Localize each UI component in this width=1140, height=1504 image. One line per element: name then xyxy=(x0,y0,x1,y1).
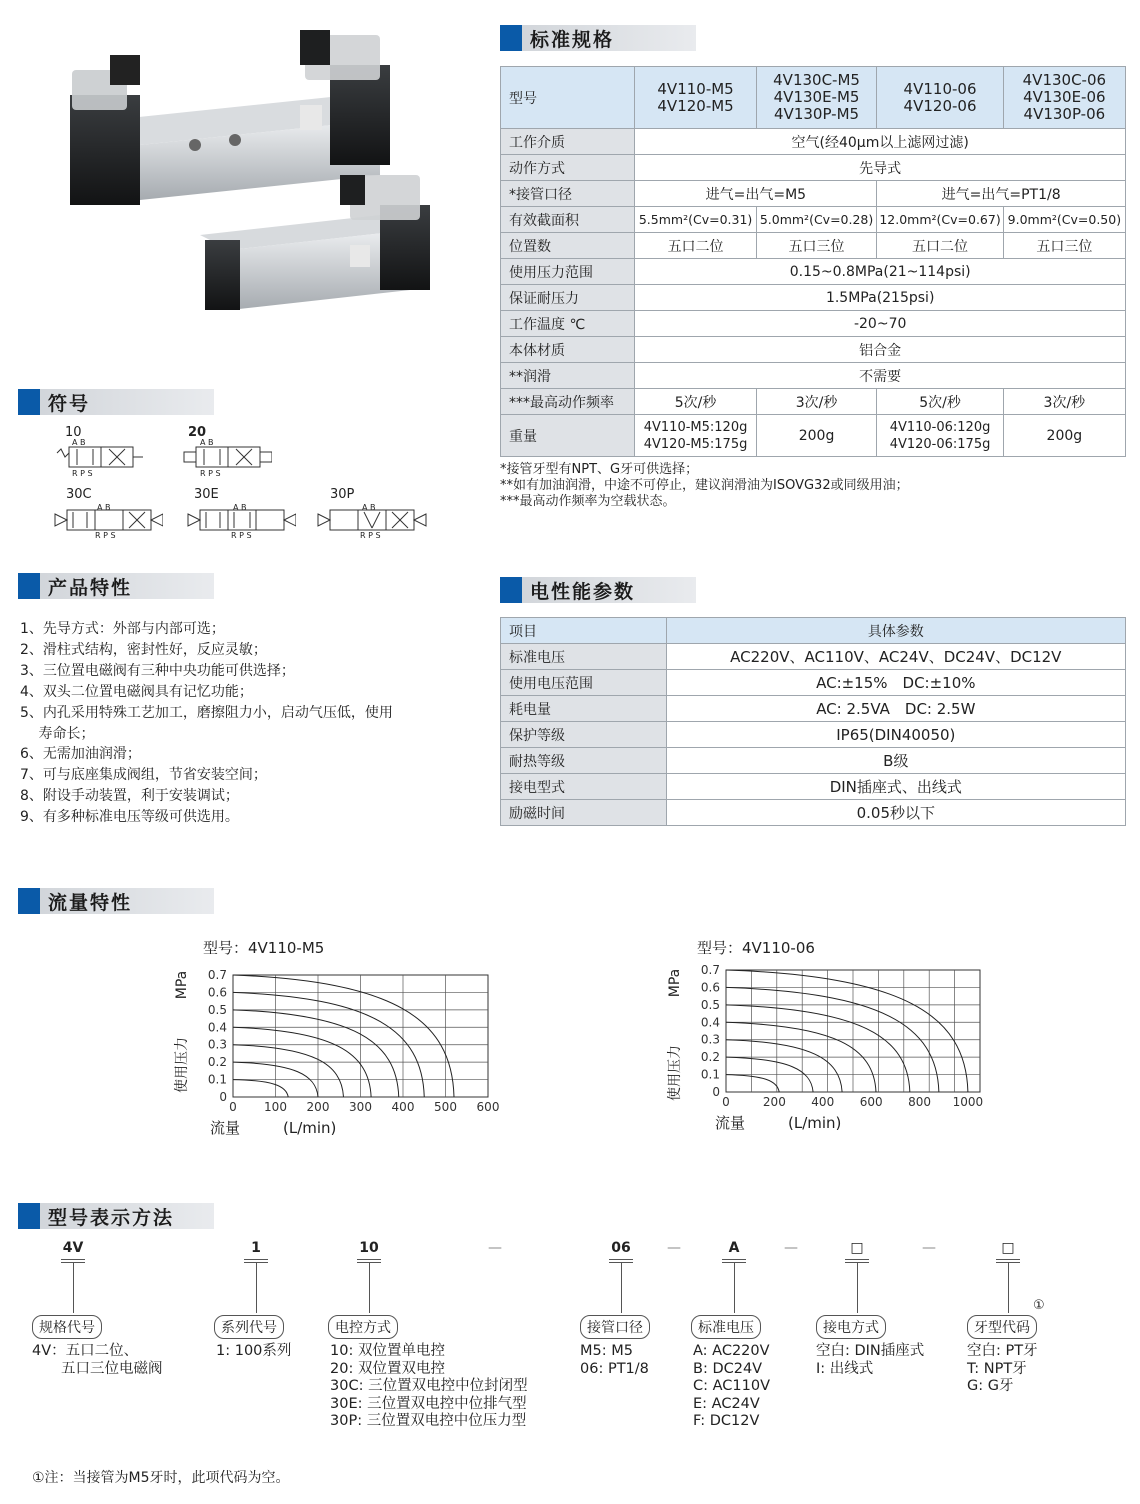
electric-row xyxy=(501,670,1126,696)
x-unit-label: (L/min) xyxy=(283,1119,337,1137)
x-tick-label: 100 xyxy=(264,1100,287,1114)
row-value: 铝合金 xyxy=(635,337,1126,363)
flow-curve xyxy=(726,970,968,1092)
y-tick-label: 0.3 xyxy=(700,1032,720,1047)
row-value: 五口二位 xyxy=(635,233,756,259)
row-label: 位置数 xyxy=(501,233,635,259)
y-unit-label: MPa xyxy=(667,968,683,998)
row-label: ***最高动作频率 xyxy=(501,389,635,415)
x-tick-label: 200 xyxy=(762,1095,786,1109)
flow-chart-4v110-06 xyxy=(658,955,998,1140)
y-axis-label: 使用压力 xyxy=(667,1045,683,1101)
desc-line: 空白: PT牙 xyxy=(967,1343,1038,1359)
model-code: 10 xyxy=(359,1240,379,1256)
row-value: 5次/秒 xyxy=(877,389,1003,415)
feature-item: 6、无需加油润滑； xyxy=(20,746,141,763)
row-value: 3次/秒 xyxy=(756,389,877,415)
model-name: 4V130E-M5 xyxy=(773,88,860,106)
row-value: 0.05秒以下 xyxy=(666,800,1125,826)
x-tick-label: 0 xyxy=(722,1095,730,1109)
row-label: 保护等级 xyxy=(501,722,667,748)
electric-row xyxy=(501,774,1126,800)
y-tick-label: 0.4 xyxy=(700,1015,720,1030)
row-value: 200g xyxy=(756,415,877,457)
model-code-desc xyxy=(816,1343,924,1378)
flow-section-title: 流量特性 xyxy=(48,891,133,914)
model-name: 4V130P-06 xyxy=(1023,105,1106,123)
row-value: 五口二位 xyxy=(877,233,1003,259)
feature-item: 寿命长； xyxy=(20,725,95,742)
desc-line: 4V：五口二位、 xyxy=(32,1343,139,1359)
y-tick-label: 0.2 xyxy=(700,1050,720,1065)
y-tick-label: 0.6 xyxy=(700,980,720,995)
desc-line: M5: M5 xyxy=(580,1343,633,1359)
x-axis-label: 流量 xyxy=(210,1119,241,1137)
flow-chart-4v110-m5 xyxy=(165,960,515,1145)
row-value: AC:±15% DC:±10% xyxy=(666,670,1125,696)
code-dash: — xyxy=(784,1240,798,1256)
row-label: 使用压力范围 xyxy=(501,259,635,285)
desc-line: F: DC12V xyxy=(693,1413,760,1430)
features-section-title: 产品特性 xyxy=(48,576,133,599)
feature-item: 9、有多种标准电压等级可供选用。 xyxy=(20,809,239,826)
model-code-box: 规格代号 xyxy=(32,1315,102,1339)
spec-section-header xyxy=(500,25,696,51)
desc-line: 五口三位电磁阀 xyxy=(32,1360,163,1377)
flow-curve xyxy=(233,1045,344,1097)
desc-line: 30E: 三位置双电控中位排气型 xyxy=(330,1395,527,1412)
spec-notes xyxy=(500,462,909,510)
spec-row-port xyxy=(501,181,1126,207)
model-code-desc xyxy=(967,1343,1038,1396)
row-label: 有效截面积 xyxy=(501,207,635,233)
y-unit-label: MPa xyxy=(174,970,190,1000)
y-tick-label: 0.3 xyxy=(207,1037,227,1052)
model-name: 4V120-M5 xyxy=(657,96,734,115)
code-dash: — xyxy=(667,1240,681,1256)
spec-header-label: 型号 xyxy=(501,67,635,129)
row-value: 进气=出气=M5 xyxy=(635,181,877,207)
desc-line: 30P: 三位置双电控中位压力型 xyxy=(330,1413,527,1430)
row-value: IP65(DIN40050) xyxy=(666,722,1125,748)
model-name: 4V130C-06 xyxy=(1022,71,1107,89)
row-label: 动作方式 xyxy=(501,155,635,181)
row-value: 先导式 xyxy=(635,155,1126,181)
spec-row-medium xyxy=(501,129,1126,155)
row-value: 五口三位 xyxy=(1003,233,1125,259)
row-value: 5次/秒 xyxy=(635,389,756,415)
feature-item: 4、双头二位置电磁阀具有记忆功能； xyxy=(20,683,253,700)
x-tick-label: 400 xyxy=(811,1095,835,1109)
spec-table xyxy=(500,66,1126,457)
model-code-box: 接电方式 xyxy=(816,1315,886,1339)
electric-header-item: 项目 xyxy=(501,618,667,644)
symbol-ports-ab: A B xyxy=(362,503,376,512)
row-value: AC: 2.5VA DC: 2.5W xyxy=(666,696,1125,722)
row-value: B级 xyxy=(666,748,1125,774)
spec-row-material xyxy=(501,337,1126,363)
model-code-desc xyxy=(330,1343,528,1431)
model-code-desc xyxy=(216,1343,291,1361)
note-line: **如有加油润滑，中途不可停止，建议润滑油为ISOVG32或同级用油； xyxy=(500,478,909,493)
model-code: 06 xyxy=(611,1240,631,1256)
y-tick-label: 0 xyxy=(219,1090,227,1104)
electric-row xyxy=(501,800,1126,826)
electric-table xyxy=(500,617,1126,826)
symbol-label-20: 20 xyxy=(188,425,207,440)
spec-header-row xyxy=(501,67,1126,129)
symbol-label-30p: 30P xyxy=(330,487,355,502)
electric-header-row xyxy=(501,618,1126,644)
row-label: **润滑 xyxy=(501,363,635,389)
row-value: AC220V、AC110V、AC24V、DC24V、DC12V xyxy=(666,644,1125,670)
desc-line: C: AC110V xyxy=(693,1378,771,1395)
spec-row-temp xyxy=(501,311,1126,337)
spec-row-weight xyxy=(501,415,1126,457)
y-axis-label: 使用压力 xyxy=(174,1037,190,1093)
note-line: *接管牙型有NPT、G牙可供选择； xyxy=(500,462,699,477)
flow-curve xyxy=(233,1080,288,1097)
feature-item: 7、可与底座集成阀组，节省安装空间； xyxy=(20,767,267,784)
code-connector xyxy=(1008,1263,1009,1313)
electric-row xyxy=(501,696,1126,722)
symbol-30e-diagram xyxy=(186,508,296,533)
x-tick-label: 600 xyxy=(859,1095,883,1109)
row-value: 5.5mm²(Cv=0.31) xyxy=(635,207,756,233)
desc-line: I: 出线式 xyxy=(816,1360,874,1377)
flow-curve xyxy=(726,1075,779,1092)
y-tick-label: 0.5 xyxy=(700,997,720,1012)
x-tick-label: 300 xyxy=(349,1100,372,1114)
model-code-desc xyxy=(32,1343,163,1378)
valve-product-image xyxy=(50,25,450,345)
model-code: □ xyxy=(1001,1240,1015,1256)
row-value: DIN插座式、出线式 xyxy=(666,774,1125,800)
row-label: *接管口径 xyxy=(501,181,635,207)
row-value: 4V110-M5:120g xyxy=(643,419,748,435)
desc-line: 06: PT1/8 xyxy=(580,1360,649,1377)
symbol-ports-ab: A B xyxy=(200,438,214,447)
feature-item: 3、三位置电磁阀有三种中央功能可供选择； xyxy=(20,662,295,679)
row-value: 4V120-06:175g xyxy=(889,436,991,452)
code-connector xyxy=(857,1263,858,1313)
model-footnote: ①注：当接管为M5牙时，此项代码为空。 xyxy=(32,1470,290,1486)
model-code-box: 标准电压 xyxy=(691,1315,761,1339)
desc-line: 20: 双位置双电控 xyxy=(330,1360,445,1377)
code-connector xyxy=(73,1263,74,1313)
symbol-30c-diagram xyxy=(53,508,163,533)
y-tick-label: 0.2 xyxy=(207,1055,227,1070)
model-name: 4V130E-06 xyxy=(1023,88,1106,106)
desc-line: 1: 100系列 xyxy=(216,1343,292,1359)
symbol-20-diagram xyxy=(182,445,272,470)
row-value: 4V110-06:120g xyxy=(889,419,991,435)
y-tick-label: 0.4 xyxy=(207,1020,227,1035)
x-tick-label: 0 xyxy=(229,1100,237,1114)
code-dash: — xyxy=(922,1240,936,1256)
y-tick-label: 0.7 xyxy=(700,963,720,977)
y-tick-label: 0.1 xyxy=(207,1072,227,1087)
model-code: 4V xyxy=(62,1240,84,1256)
model-name: 4V110-M5 xyxy=(657,79,734,98)
circle-note-marker: ① xyxy=(1033,1298,1045,1313)
row-value: -20~70 xyxy=(635,311,1126,337)
x-tick-label: 400 xyxy=(391,1100,415,1114)
model-name: 4V130P-M5 xyxy=(774,105,860,123)
model-code-desc xyxy=(580,1343,649,1378)
row-value: 4V120-M5:175g xyxy=(643,436,748,452)
spec-row-position xyxy=(501,233,1126,259)
model-section-header xyxy=(18,1203,214,1229)
x-axis-label: 流量 xyxy=(715,1114,746,1132)
electric-row xyxy=(501,722,1126,748)
symbol-label-30c: 30C xyxy=(66,487,92,502)
electric-row xyxy=(501,748,1126,774)
feature-item: 8、附设手动装置，利于安装调试； xyxy=(20,788,239,805)
row-label: 工作温度 ℃ xyxy=(501,311,635,337)
y-tick-label: 0.5 xyxy=(207,1002,227,1017)
y-tick-label: 0 xyxy=(712,1085,720,1099)
chart2-title: 型号：4V110-06 xyxy=(697,939,815,957)
row-label: 工作介质 xyxy=(501,129,635,155)
row-label: 保证耐压力 xyxy=(501,285,635,311)
model-name: 4V120-06 xyxy=(903,96,977,115)
x-tick-label: 600 xyxy=(476,1100,500,1114)
row-value: 进气=出气=PT1/8 xyxy=(877,181,1126,207)
features-section-header xyxy=(18,573,214,599)
symbol-ports-rps: R P S xyxy=(360,531,381,540)
desc-line: 10: 双位置单电控 xyxy=(330,1343,445,1359)
symbol-ports-rps: R P S xyxy=(200,469,221,478)
spec-row-area xyxy=(501,207,1126,233)
flow-curve xyxy=(726,1005,910,1092)
row-value: 空气(经40μm以上滤网过滤) xyxy=(635,129,1126,155)
symbol-label-30e: 30E xyxy=(194,487,219,502)
spec-row-proof xyxy=(501,285,1126,311)
symbol-section-title: 符号 xyxy=(48,392,91,415)
row-value: 0.15~0.8MPa(21~114psi) xyxy=(635,259,1126,285)
row-label: 使用电压范围 xyxy=(501,670,667,696)
electric-header-param: 具体参数 xyxy=(666,618,1125,644)
spec-row-pressure xyxy=(501,259,1126,285)
y-tick-label: 0.6 xyxy=(207,985,227,1000)
spec-section-title: 标准规格 xyxy=(530,28,615,51)
row-label: 励磁时间 xyxy=(501,800,667,826)
model-code-desc xyxy=(693,1343,770,1431)
desc-line: 空白: DIN插座式 xyxy=(816,1343,925,1359)
row-value: 3次/秒 xyxy=(1003,389,1125,415)
electric-section-header xyxy=(500,577,696,603)
model-code-box: 牙型代码 xyxy=(967,1315,1037,1339)
spec-row-action xyxy=(501,155,1126,181)
symbol-ports-rps: R P S xyxy=(231,531,252,540)
symbol-ports-ab: A B xyxy=(97,503,111,512)
model-code: 1 xyxy=(251,1240,261,1256)
row-value: 12.0mm²(Cv=0.67) xyxy=(877,207,1003,233)
symbol-ports-ab: A B xyxy=(72,438,86,447)
code-connector xyxy=(369,1263,370,1313)
symbol-section-header xyxy=(18,389,214,415)
model-code-box: 接管口径 xyxy=(580,1315,650,1339)
x-tick-label: 800 xyxy=(908,1095,931,1109)
flow-curve xyxy=(726,1040,842,1092)
symbol-ports-ab: A B xyxy=(233,503,247,512)
electric-row xyxy=(501,644,1126,670)
model-name: 4V110-06 xyxy=(903,79,977,98)
model-code: □ xyxy=(850,1240,864,1256)
symbol-label-10: 10 xyxy=(65,425,82,440)
flow-curve xyxy=(233,1010,399,1097)
symbol-ports-rps: R P S xyxy=(72,469,93,478)
desc-line: T: NPT牙 xyxy=(967,1360,1027,1377)
row-value: 不需要 xyxy=(635,363,1126,389)
x-tick-label: 500 xyxy=(434,1100,457,1114)
feature-item: 1、先导方式：外部与内部可选； xyxy=(20,621,225,637)
row-label: 接电型式 xyxy=(501,774,667,800)
x-unit-label: (L/min) xyxy=(788,1114,842,1132)
x-tick-label: 200 xyxy=(306,1100,330,1114)
note-line: ***最高动作频率为空载状态。 xyxy=(500,494,676,509)
symbol-10-diagram xyxy=(55,445,145,470)
model-section-title: 型号表示方法 xyxy=(48,1206,175,1229)
model-name: 4V130C-M5 xyxy=(773,71,860,89)
desc-line: G: G牙 xyxy=(967,1378,1014,1395)
row-label: 耐热等级 xyxy=(501,748,667,774)
code-connector xyxy=(256,1263,257,1313)
symbol-ports-rps: R P S xyxy=(95,531,116,540)
row-value: 五口三位 xyxy=(756,233,877,259)
feature-item: 5、内孔采用特殊工艺加工，磨擦阻力小，启动气压低，使用 xyxy=(20,704,393,721)
code-connector xyxy=(734,1263,735,1313)
spec-row-lube xyxy=(501,363,1126,389)
flow-section-header xyxy=(18,888,214,914)
row-value: 9.0mm²(Cv=0.50) xyxy=(1003,207,1125,233)
row-value: 5.0mm²(Cv=0.28) xyxy=(756,207,877,233)
y-tick-label: 0.1 xyxy=(700,1067,720,1082)
row-value: 1.5MPa(215psi) xyxy=(635,285,1126,311)
x-tick-label: 1000 xyxy=(952,1095,984,1109)
flow-curve xyxy=(233,975,454,1097)
row-label: 本体材质 xyxy=(501,337,635,363)
chart1-title: 型号：4V110-M5 xyxy=(203,939,325,957)
y-tick-label: 0.7 xyxy=(207,968,227,982)
model-code-box: 电控方式 xyxy=(328,1315,398,1339)
row-label: 重量 xyxy=(501,415,635,457)
desc-line: 30C: 三位置双电控中位封闭型 xyxy=(330,1378,528,1395)
desc-line: E: AC24V xyxy=(693,1395,760,1412)
symbol-30p-diagram xyxy=(316,508,428,533)
model-code: A xyxy=(728,1240,740,1256)
spec-row-freq xyxy=(501,389,1126,415)
row-label: 耗电量 xyxy=(501,696,667,722)
desc-line: A: AC220V xyxy=(693,1343,770,1359)
desc-line: B: DC24V xyxy=(693,1360,763,1377)
code-connector xyxy=(621,1263,622,1313)
row-label: 标准电压 xyxy=(501,644,667,670)
code-dash: — xyxy=(488,1240,502,1256)
row-value: 200g xyxy=(1003,415,1125,457)
features-list xyxy=(20,619,393,828)
electric-section-title: 电性能参数 xyxy=(530,580,636,603)
model-code-box: 系列代号 xyxy=(214,1315,284,1339)
feature-item: 2、滑柱式结构，密封性好，反应灵敏； xyxy=(20,641,267,658)
